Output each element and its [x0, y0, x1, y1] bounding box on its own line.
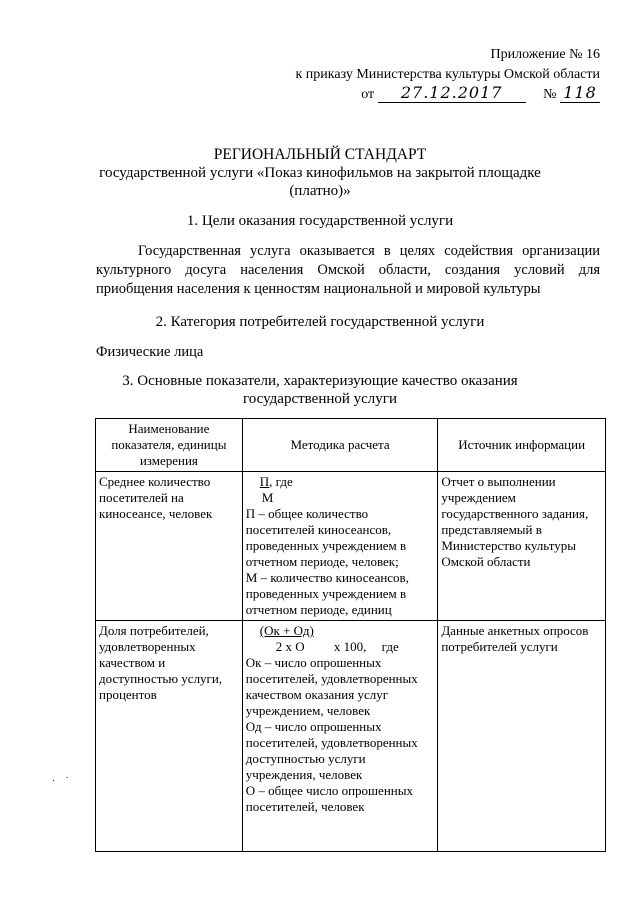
section2-text: Физические лица	[96, 344, 204, 360]
indicators-table	[95, 418, 606, 852]
handwritten-date: 27.12.2017	[378, 84, 526, 103]
document-subtitle-line1: государственной услуги «Показ кинофильмов на закрытой площадке	[99, 165, 541, 181]
date-prefix: от	[361, 87, 375, 102]
handwritten-number: 118	[560, 84, 600, 103]
section1-heading: 1. Цели оказания государственной услуги	[186, 213, 454, 229]
order-reference: к приказу Министерства культуры Омской области	[295, 67, 600, 82]
table-row	[96, 621, 606, 852]
row2-indicator-name: Доля потребителей, удовлетворенных качеством и доступностью услуги, процентов	[96, 621, 243, 852]
row2-method-line-2: Од – число опрошенных посетителей, удовлетворенных доступностью услуги учреждения, человек	[245, 719, 418, 782]
appendix-number: Приложение № 16	[490, 47, 600, 62]
section1-text: Государственная услуга оказывается в целях содействия организации культурного досуга населения Омской области, создания условий для приобщения населения к ценностям национальной и мировой культуры	[96, 243, 600, 297]
order-date-line	[361, 84, 600, 104]
row1-formula-denominator: М	[261, 490, 274, 505]
row1-formula-numerator: П	[259, 474, 270, 489]
header-method: Методика расчета	[242, 419, 438, 472]
document-subtitle-line2: (платно)»	[289, 183, 351, 199]
number-prefix: №	[543, 87, 557, 102]
section3-heading-line1: 3. Основные показатели, характеризующие качество оказания	[122, 373, 518, 389]
table-header-row	[96, 419, 606, 472]
row1-method-line-2: М – количество киносеансов, проведенных учреждением в отчетном периоде, единиц	[245, 570, 409, 617]
table-row	[96, 472, 606, 621]
section3-heading-line2: государственной услуги	[243, 391, 397, 407]
row2-method-line-3: О – общее число опрошенных посетителей, человек	[245, 783, 413, 814]
row2-formula-multiplier: х 100,	[333, 639, 367, 654]
scan-artifact: ·˙	[52, 776, 79, 787]
row2-formula-numerator-text: (Ок + Од)	[259, 623, 314, 638]
row2-formula-where: где	[381, 639, 399, 654]
row2-method-line-1: Ок – число опрошенных посетителей, удовлетворенных качеством оказания услуг учреждением, человек	[245, 655, 418, 718]
row1-indicator-name: Среднее количество посетителей на киносеансе, человек	[96, 472, 243, 621]
row2-formula-denominator: 2 х О	[275, 639, 305, 654]
section2-heading: 2. Категория потребителей государственной услуги	[155, 314, 485, 330]
row2-source: Данные анкетных опросов потребителей услуги	[438, 621, 606, 852]
header-indicator-name: Наименование показателя, единицы измерения	[96, 419, 243, 472]
row2-method	[242, 621, 438, 852]
document-title: РЕГИОНАЛЬНЫЙ СТАНДАРТ	[213, 146, 427, 163]
row1-method-line-1: П – общее количество посетителей киносеансов, проведенных учреждением в отчетном периоде, человек;	[245, 506, 407, 569]
header-source: Источник информации	[438, 419, 606, 472]
row1-method	[242, 472, 438, 621]
row2-formula-denominator-line	[276, 639, 435, 655]
row1-formula-where: , где	[269, 474, 293, 489]
row2-formula-numerator	[260, 623, 435, 639]
row1-source: Отчет о выполнении учреждением государственного задания, представляемый в Министерство культуры Омской области	[438, 472, 606, 621]
row1-formula	[260, 474, 435, 490]
